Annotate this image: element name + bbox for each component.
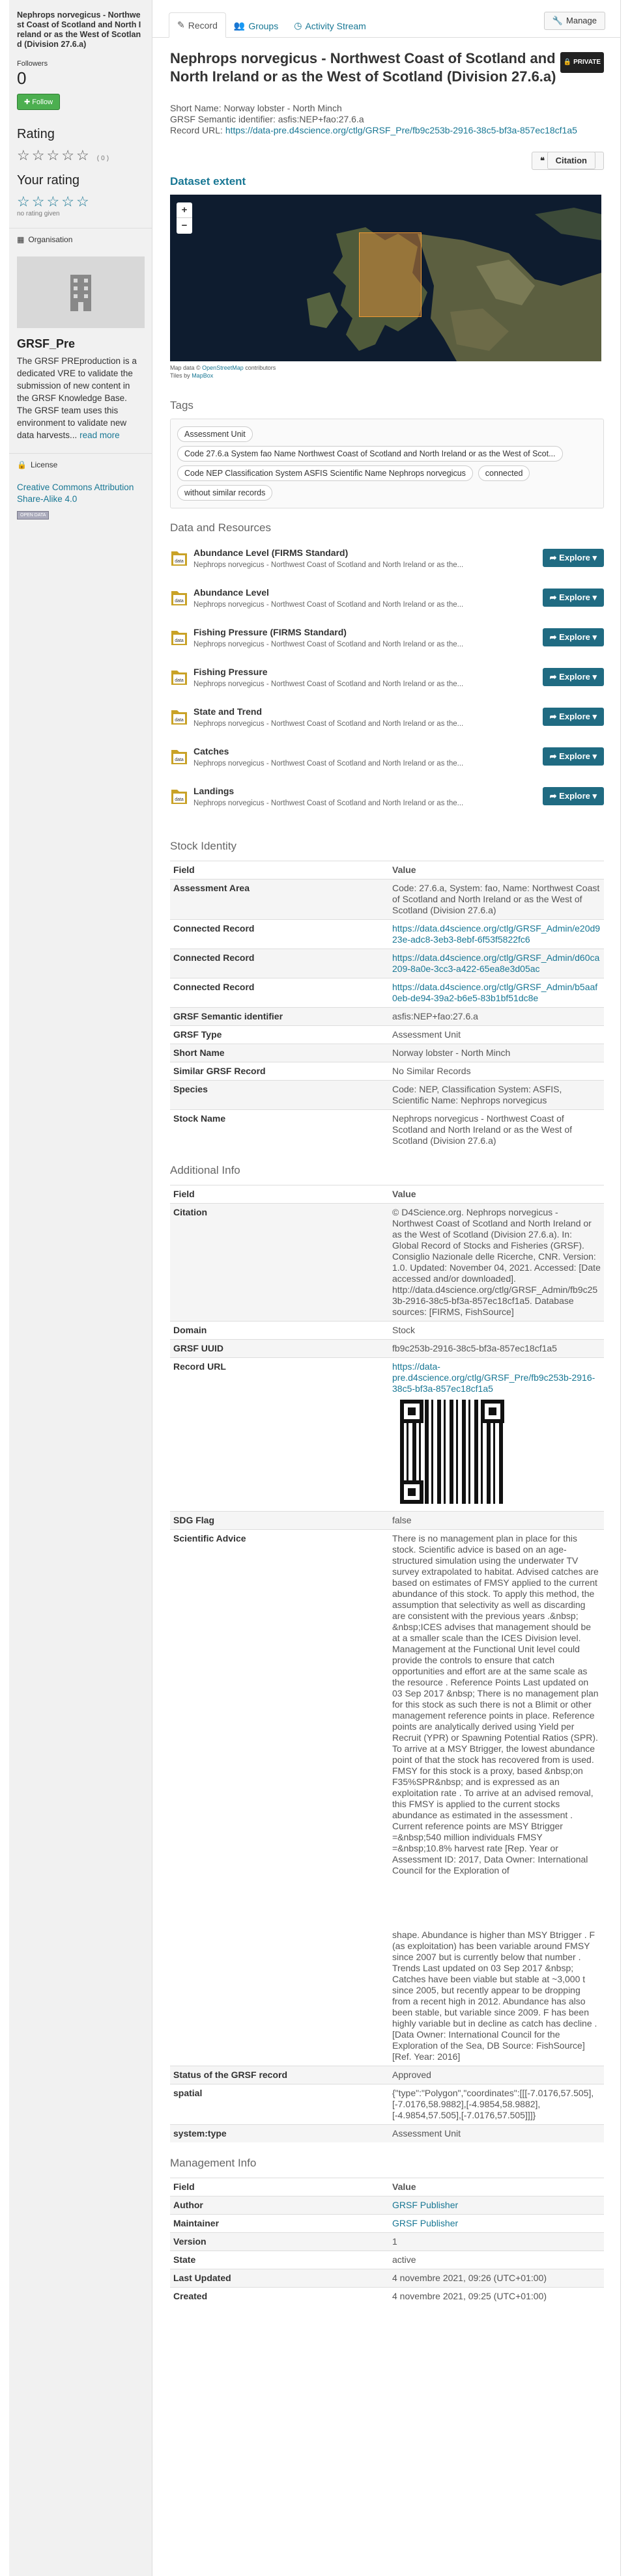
table-row xyxy=(170,1322,604,1340)
stock-identity-heading: Stock Identity xyxy=(170,840,237,852)
svg-text:data: data xyxy=(175,758,184,762)
license-link[interactable]: Creative Commons Attribution Share-Alike 4.0 xyxy=(17,482,134,504)
explore-label: Explore xyxy=(559,751,590,761)
row-field: GRSF Semantic identifier xyxy=(170,1008,389,1026)
table-row xyxy=(170,1044,604,1062)
table-row xyxy=(170,1204,604,1322)
tab-groups[interactable] xyxy=(226,14,286,38)
resource-title[interactable]: State and Trend xyxy=(193,706,263,717)
private-badge: 🔒 PRIVATE xyxy=(560,52,604,73)
no-rating-text: no rating given xyxy=(17,210,60,217)
column-header-value: Value xyxy=(389,861,604,879)
star-icon: ☆ xyxy=(76,147,91,163)
private-badge-label: PRIVATE xyxy=(573,59,601,66)
row-value: Norway lobster - North Minch xyxy=(389,1044,604,1062)
star-icon: ☆ xyxy=(61,147,76,163)
row-value: asfis:NEP+fao:27.6.a xyxy=(389,1008,604,1026)
qr-finder-pattern xyxy=(400,1400,423,1423)
management-info-heading: Management Info xyxy=(170,2157,257,2169)
row-field: system:type xyxy=(170,2125,389,2143)
row-field: GRSF Type xyxy=(170,1026,389,1044)
row-value: 1 xyxy=(389,2233,604,2251)
follow-button[interactable] xyxy=(17,94,60,110)
table-row xyxy=(170,2251,604,2269)
folder-icon xyxy=(170,547,188,568)
qr-finder-pattern xyxy=(400,1480,423,1504)
table-row xyxy=(170,1358,604,1512)
tags-list xyxy=(170,419,604,508)
tab-activity-stream[interactable] xyxy=(286,14,374,38)
dataset-extent-map[interactable] xyxy=(170,195,601,361)
table-row xyxy=(170,879,604,920)
resource-title[interactable]: Fishing Pressure (FIRMS Standard) xyxy=(193,627,347,637)
sidebar xyxy=(9,0,152,2576)
star-icon: ☆ xyxy=(31,147,47,163)
resource-item[interactable] xyxy=(170,699,604,738)
row-field: Similar GRSF Record xyxy=(170,1062,389,1081)
svg-text:data: data xyxy=(175,639,184,643)
row-value: Code: NEP, Classification System: ASFIS, Scientific Name: Nephrops norvegicus xyxy=(389,1081,604,1110)
maintainer-link[interactable]: GRSF Publisher xyxy=(392,2218,459,2228)
citation-value: © D4Science.org. Nephrops norvegicus - Northwest Coast of Scotland and North Ireland or as the West of Scotland (Division 27.6.a). In: Global Record of Stocks and Fisheries (GRSF). Consiglio Nazionale delle Ricerche, CNR. Version: 1.0. Updated: November 04, 2021. Accessed: [Date accessed and/or downloaded]. http://data.d4science.org/ctlg/GRSF_Admin/fb9c253b-2916-38c5-bf3a-857ec18cf1a5. Database sources: [FIRMS, FishSource] xyxy=(389,1204,604,1322)
row-field: Status of the GRSF record xyxy=(170,2066,389,2084)
svg-text:data: data xyxy=(175,599,184,603)
record-url-line xyxy=(170,125,604,136)
rating-count: (0) xyxy=(96,155,111,162)
wrench-icon: 🔧 xyxy=(552,16,564,25)
resource-item[interactable] xyxy=(170,738,604,778)
table-row xyxy=(170,1081,604,1110)
resource-text xyxy=(193,706,463,729)
resource-title[interactable]: Abundance Level (FIRMS Standard) xyxy=(193,547,349,558)
explore-button[interactable]: ➦ Explore ▾ xyxy=(543,747,604,766)
row-field: Connected Record xyxy=(170,920,389,949)
followers-count: 0 xyxy=(17,68,27,88)
row-field: Version xyxy=(170,2233,389,2251)
explore-button[interactable]: ➦ Explore ▾ xyxy=(543,787,604,805)
zoom-control xyxy=(177,202,192,234)
table-row xyxy=(170,1340,604,1358)
explore-button[interactable]: ➦ Explore ▾ xyxy=(543,708,604,726)
resource-text xyxy=(193,547,463,570)
main-content xyxy=(152,0,621,2576)
row-value: Nephrops norvegicus - Northwest Coast of Scotland and North Ireland or as the West of Scotland (Division 27.6.a) xyxy=(389,1110,604,1150)
map-credit-line2 xyxy=(170,372,604,380)
table-row xyxy=(170,2066,604,2084)
table-row xyxy=(170,2196,604,2215)
table-row xyxy=(170,2084,604,2125)
row-field: GRSF UUID xyxy=(170,1340,389,1358)
citation-row xyxy=(170,152,604,170)
resource-text xyxy=(193,746,463,769)
table-row xyxy=(170,949,604,978)
row-field: Scientific Advice xyxy=(170,1530,389,2066)
record-url-link[interactable]: https://data-pre.d4science.org/ctlg/GRSF_Pre/fb9c253b-2916-38c5-bf3a-857ec18cf1a5 xyxy=(392,1361,595,1394)
tag[interactable]: without similar records xyxy=(177,485,272,501)
explore-button[interactable]: ➦ Explore ▾ xyxy=(543,628,604,646)
scientific-advice-text-top: There is no management plan in place for this stock. Scientific advice is based on an age-structured simulation using the underwater TV survey extrapolated to habitat. Advised catches are based on estimates of FMSY applied to the current abundance of this stock. To apply this method, the assumption that selectivity as well as discarding are consistent with the previous years .&nbsp; &nbsp;ICES advises that management should be at a smaller scale than the ICES Division level. Management at the Functional Unit level could provide the controls to ensure that catch opportunities and effort are at the same scale as the resource . Reference Points Last updated on 03 Sep 2017 &nbsp; There is no management plan for this stock as such there is not a Blimit or other management reference points in place. Reference points are analytically derived using Yield per Recruit (YPR) or Spawning Potential Ratios (SPR). To arrive at a MSY Btrigger, the lowest abundance point of that the stock has recovered from is used. FMSY for this stock is a proxy, based &nbsp;on F35%SPR&nbsp; and is expressed as an exploitation rate . To arrive at an advised removal, this FMSY is applied to the current stocks abundance as estimated in the assessment . Current reference points are MSY Btrigger =&nbsp;540 million individuals FMSY =&nbsp;10.8% harvest rate [Rep. Year or Assessment ID: 2017, Data Owner: International Council for the Exploration of xyxy=(392,1533,599,1876)
organisation-header-label: Organisation xyxy=(28,235,73,244)
license-header xyxy=(9,453,152,475)
folder-icon xyxy=(170,587,188,608)
resource-title[interactable]: Abundance Level xyxy=(193,587,269,598)
svg-text:data: data xyxy=(175,678,184,683)
table-row xyxy=(170,920,604,949)
column-header-field: Field xyxy=(170,2178,389,2196)
additional-info-heading: Additional Info xyxy=(170,1164,240,1176)
table-header-row xyxy=(170,1185,604,1204)
organisation-logo[interactable] xyxy=(17,256,145,328)
star-icon[interactable]: ☆ xyxy=(46,193,62,210)
resource-item[interactable] xyxy=(170,659,604,699)
row-value: Assessment Unit xyxy=(389,2125,604,2143)
row-value: Stock xyxy=(389,1322,604,1340)
resource-text xyxy=(193,667,463,689)
record-url-label: Record URL: xyxy=(170,125,225,135)
spatial-value: {"type":"Polygon","coordinates":[[[-7.0176,57.505],[-7.0176,58.9882],[-4.9854,58.9882],[-4.9854,57.505],[-7.0176,57.505]]]} xyxy=(389,2084,604,2125)
table-row xyxy=(170,2125,604,2143)
building-icon: ▦ xyxy=(17,235,25,244)
page-title xyxy=(170,49,604,86)
column-header-value: Value xyxy=(389,1185,604,1204)
mapbox-link[interactable]: MapBox xyxy=(192,372,214,379)
table-header-row xyxy=(170,2178,604,2196)
record-meta xyxy=(170,103,604,136)
row-field: Author xyxy=(170,2196,389,2215)
svg-text:data: data xyxy=(175,718,184,723)
folder-icon xyxy=(170,746,188,767)
resource-description: Nephrops norvegicus - Northwest Coast of Scotland and North Ireland or as the... xyxy=(193,799,464,807)
row-value: active xyxy=(389,2251,604,2269)
table-row xyxy=(170,1008,604,1026)
explore-label: Explore xyxy=(559,672,590,682)
additional-info-table xyxy=(170,1185,604,2142)
connected-record-link[interactable]: https://data.d4science.org/ctlg/GRSF_Admin/b5aaf0eb-de94-39a2-b6e5-83b1bf51dc8e xyxy=(392,982,598,1003)
your-rating-stars[interactable] xyxy=(17,193,144,210)
star-icon[interactable]: ☆ xyxy=(17,193,32,210)
resource-item[interactable] xyxy=(170,540,604,579)
table-row xyxy=(170,978,604,1008)
building-icon xyxy=(68,272,94,312)
row-value: Assessment Unit xyxy=(389,1026,604,1044)
row-field: SDG Flag xyxy=(170,1512,389,1530)
row-value: Approved xyxy=(389,2066,604,2084)
explore-label: Explore xyxy=(559,592,590,602)
zoom-out-button[interactable]: − xyxy=(181,220,188,231)
row-value: false xyxy=(389,1512,604,1530)
explore-button[interactable]: ➦ Explore ▾ xyxy=(543,549,604,567)
organisation-description-text: The GRSF PREproduction is a dedicated VRE to validate the submission of new content in the GRSF Knowledge Base. The GRSF team uses this environment to validate new data harvests... xyxy=(17,356,137,440)
table-row xyxy=(170,1530,604,2066)
connected-record-link[interactable]: https://data.d4science.org/ctlg/GRSF_Admin/d60ca209-8a0e-3cc3-a422-65ea8e3d05ac xyxy=(392,952,600,974)
table-row xyxy=(170,1026,604,1044)
users-icon: 👥 xyxy=(233,20,246,31)
star-icon[interactable]: ☆ xyxy=(76,193,91,210)
author-link[interactable]: GRSF Publisher xyxy=(392,2200,459,2210)
read-more-link[interactable]: read more xyxy=(79,430,120,440)
scientific-advice-text-bottom: shape. Abundance is higher than MSY Btrigger . F (as exploitation) has been variable around FMSY since 2007 but is currently below that number . Trends Last updated on 03 Sep 2017 &nbsp; Catches have been viable but stable at ~3,000 t since 2005, but recently appear to be dropping from a recent high in 2012. Abundance has also been stable, but variable since 2009. F has been highly variable but in decline as catch has decline . [Data Owner: International Council for the Exploration of the Sea, DB Source: FishSource] [Ref. Year: 2016] xyxy=(392,1930,597,2062)
folder-icon xyxy=(170,667,188,687)
row-field: Record URL xyxy=(170,1358,389,1512)
tab-record[interactable] xyxy=(169,12,226,38)
openstreetmap-link[interactable]: OpenStreetMap xyxy=(202,365,244,371)
resource-title[interactable]: Fishing Pressure xyxy=(193,667,268,677)
followers-label: Followers xyxy=(17,60,48,68)
table-row xyxy=(170,2215,604,2233)
tab-bar xyxy=(152,0,620,38)
table-row xyxy=(170,1110,604,1150)
folder-icon xyxy=(170,627,188,648)
map-credit-text: Map data © xyxy=(170,365,203,371)
tag[interactable]: Code 27.6.a System fao Name Northwest Coast of Scotland and North Ireland or as the West of Scot... xyxy=(177,446,563,462)
organisation-header xyxy=(9,228,152,250)
folder-icon xyxy=(170,706,188,727)
row-value: 4 novembre 2021, 09:26 (UTC+01:00) xyxy=(389,2269,604,2288)
tag[interactable]: connected xyxy=(478,465,530,481)
pencil-icon: ✎ xyxy=(177,20,185,30)
resource-description: Nephrops norvegicus - Northwest Coast of Scotland and North Ireland or as the... xyxy=(193,601,464,609)
lock-icon: 🔒 xyxy=(17,460,27,469)
svg-text:data: data xyxy=(175,559,184,564)
tab-activity-label: Activity Stream xyxy=(305,20,366,31)
star-icon: ☆ xyxy=(46,147,62,163)
connected-record-link[interactable]: https://data.d4science.org/ctlg/GRSF_Admin/e20d923e-adc8-3eb3-8ebf-6f53f5822fc6 xyxy=(392,923,601,945)
page-title-text: Nephrops norvegicus - Northwest Coast of Scotland and North Ireland or as the West of Scotland (Division 27.6.a) xyxy=(170,50,556,85)
resource-description: Nephrops norvegicus - Northwest Coast of Scotland and North Ireland or as the... xyxy=(193,720,464,728)
record-url-link[interactable]: https://data-pre.d4science.org/ctlg/GRSF_Pre/fb9c253b-2916-38c5-bf3a-857ec18cf1a5 xyxy=(225,125,577,135)
row-field: Connected Record xyxy=(170,978,389,1008)
manage-button-label: Manage xyxy=(566,16,597,25)
map-credit-text: Tiles by xyxy=(170,372,192,379)
qr-finder-pattern xyxy=(481,1400,504,1423)
sidebar-dataset-title: Nephrops norvegicus - Northwest Coast of Scotland and North Ireland or as the West of Scotland (Division 27.6.a) xyxy=(17,10,141,49)
row-value: fb9c253b-2916-38c5-bf3a-857ec18cf1a5 xyxy=(389,1340,604,1358)
row-field: Domain xyxy=(170,1322,389,1340)
row-value: No Similar Records xyxy=(389,1062,604,1081)
dataset-extent-heading: Dataset extent xyxy=(170,175,246,187)
tags-heading: Tags xyxy=(170,399,193,411)
short-name-line: Short Name: Norway lobster - North Minch xyxy=(170,103,342,113)
your-rating-label: Your rating xyxy=(17,173,79,187)
svg-text:data: data xyxy=(175,797,184,802)
row-field: spatial xyxy=(170,2084,389,2125)
resource-description: Nephrops norvegicus - Northwest Coast of Scotland and North Ireland or as the... xyxy=(193,641,464,648)
zoom-in-button[interactable]: + xyxy=(177,202,192,218)
resource-title[interactable]: Catches xyxy=(193,746,229,756)
table-row xyxy=(170,2233,604,2251)
tab-record-label: Record xyxy=(188,20,218,31)
table-header-row xyxy=(170,861,604,879)
organisation-name: GRSF_Pre xyxy=(17,337,76,350)
column-header-field: Field xyxy=(170,861,389,879)
star-icon: ☆ xyxy=(17,147,32,163)
tag[interactable]: Code NEP Classification System ASFIS Scientific Name Nephrops norvegicus xyxy=(177,465,473,481)
table-row xyxy=(170,1062,604,1081)
clock-icon: ◷ xyxy=(294,20,302,31)
resource-text xyxy=(193,587,463,610)
resource-description: Nephrops norvegicus - Northwest Coast of Scotland and North Ireland or as the... xyxy=(193,561,464,569)
column-header-field: Field xyxy=(170,1185,389,1204)
resource-item[interactable] xyxy=(170,778,604,818)
table-row xyxy=(170,2269,604,2288)
resource-item[interactable] xyxy=(170,579,604,619)
scientific-advice-value xyxy=(389,1530,604,2066)
map-credit xyxy=(170,364,604,380)
open-data-badge[interactable]: OPEN DATA xyxy=(17,511,49,519)
map-credit-text: contributors xyxy=(243,365,276,371)
row-field: Maintainer xyxy=(170,2215,389,2233)
rating-stars xyxy=(17,147,144,164)
table-row xyxy=(170,1512,604,1530)
resource-item[interactable] xyxy=(170,619,604,659)
citation-button-label: Citation xyxy=(547,152,595,169)
resource-description: Nephrops norvegicus - Northwest Coast of Scotland and North Ireland or as the... xyxy=(193,680,464,688)
rendering-gap xyxy=(373,1876,620,1930)
tab-groups-label: Groups xyxy=(248,20,279,31)
management-info-table xyxy=(170,2178,604,2305)
resource-text xyxy=(193,627,463,650)
explore-label: Explore xyxy=(559,791,590,801)
resources-heading: Data and Resources xyxy=(170,521,271,534)
extent-rectangle xyxy=(359,232,422,317)
qr-code xyxy=(400,1400,504,1504)
row-field: State xyxy=(170,2251,389,2269)
stock-identity-table xyxy=(170,861,604,1150)
star-icon[interactable]: ☆ xyxy=(31,193,47,210)
row-field: Species xyxy=(170,1081,389,1110)
plus-icon: ✚ xyxy=(24,98,31,106)
organisation-description xyxy=(17,355,144,441)
manage-button[interactable] xyxy=(544,12,605,30)
row-value: 4 novembre 2021, 09:25 (UTC+01:00) xyxy=(389,2288,604,2306)
resource-list xyxy=(170,540,604,818)
star-icon[interactable]: ☆ xyxy=(61,193,76,210)
resource-title[interactable]: Landings xyxy=(193,786,235,796)
folder-icon xyxy=(170,786,188,807)
row-field: Short Name xyxy=(170,1044,389,1062)
explore-label: Explore xyxy=(559,712,590,721)
explore-label: Explore xyxy=(559,632,590,642)
semantic-id-line: GRSF Semantic identifier: asfis:NEP+fao:27.6.a xyxy=(170,114,364,124)
row-field: Citation xyxy=(170,1204,389,1322)
row-value: Code: 27.6.a, System: fao, Name: Northwest Coast of Scotland and North Ireland or as the West of Scotland (Division 27.6.a) xyxy=(389,879,604,920)
row-field: Assessment Area xyxy=(170,879,389,920)
row-field: Stock Name xyxy=(170,1110,389,1150)
license-header-label: License xyxy=(30,460,58,469)
rating-label: Rating xyxy=(17,127,55,141)
row-field: Connected Record xyxy=(170,949,389,978)
citation-button[interactable]: ❝ Citation xyxy=(532,152,604,170)
explore-label: Explore xyxy=(559,553,590,562)
table-row xyxy=(170,2288,604,2306)
resource-text xyxy=(193,786,463,809)
tag[interactable]: Assessment Unit xyxy=(177,426,253,442)
follow-button-label: Follow xyxy=(32,98,53,106)
explore-button[interactable]: ➦ Explore ▾ xyxy=(543,589,604,607)
resource-description: Nephrops norvegicus - Northwest Coast of Scotland and North Ireland or as the... xyxy=(193,760,464,768)
map-credit-line1 xyxy=(170,364,604,372)
row-field: Last Updated xyxy=(170,2269,389,2288)
row-field: Created xyxy=(170,2288,389,2306)
column-header-value: Value xyxy=(389,2178,604,2196)
explore-button[interactable]: ➦ Explore ▾ xyxy=(543,668,604,686)
